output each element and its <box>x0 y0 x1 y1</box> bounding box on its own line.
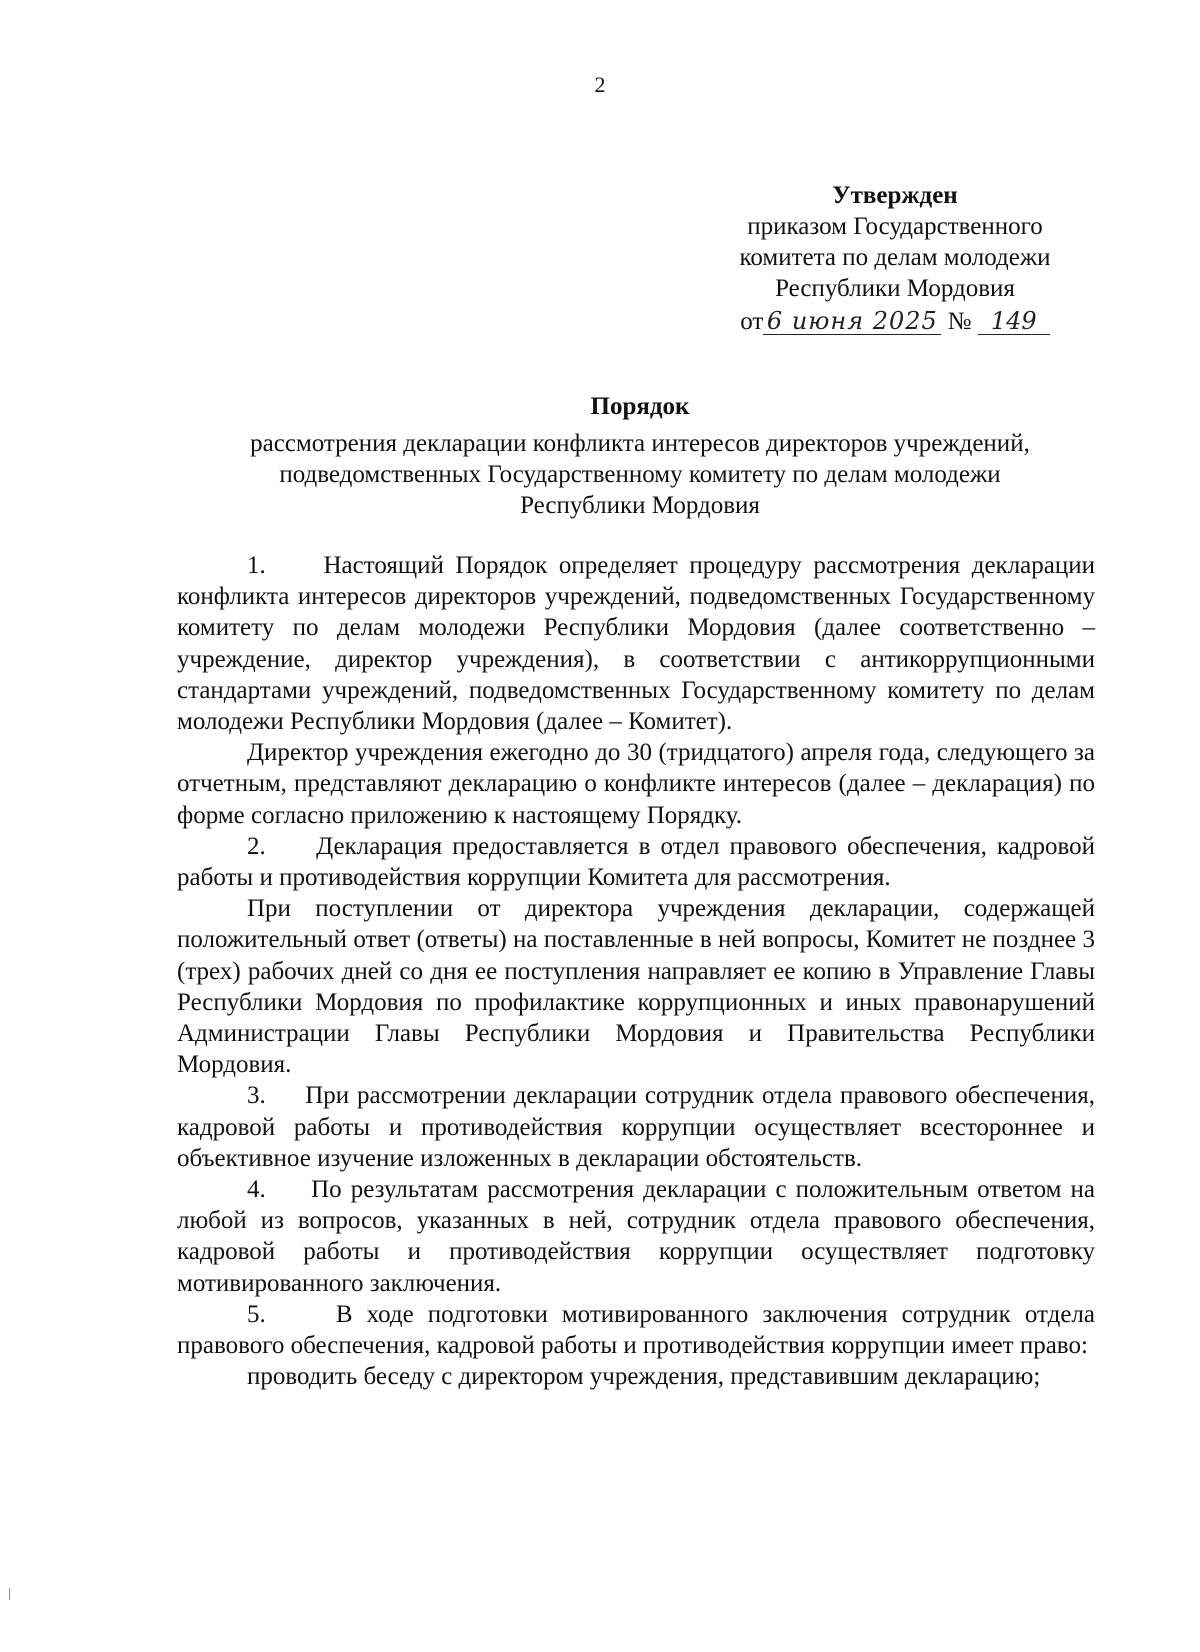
document-subtitle-line: Республики Мордовия <box>520 492 760 519</box>
paragraph-1-continued: Директор учреждения ежегодно до 30 (тридцатого) апреля года, следующего за отчетным, представляют декларацию о конфликте интересов (далее – декларация) по форме согласно приложению к настоящему Порядку. <box>177 739 1095 829</box>
scan-edge-mark <box>9 1588 10 1600</box>
paragraph-5-item: проводить беседу с директором учреждения, представившим декларацию; <box>247 1363 1041 1391</box>
paragraph-5: 5. В ходе подготовки мотивированного заключения сотрудник отдела правового обеспечения, кадровой работы и противодействия коррупции имеет право: <box>177 1300 1095 1360</box>
paragraph-3: 3. При рассмотрении декларации сотрудник отдела правового обеспечения, кадровой работы и противодействия коррупции осуществляет всестороннее и объективное изучение изложенных в декларации обстоятельств. <box>177 1082 1095 1172</box>
approval-line: Республики Мордовия <box>775 275 1015 302</box>
paragraph-1: 1. Настоящий Порядок определяет процедуру рассмотрения декларации конфликта интересов директоров учреждений, подведомственных Государственному комитету по делам молодежи Республики Мордовия (далее соответственно – учреждение, директор учреждения), в соответствии с антикоррупционными стандартами учреждений, подведомственных Государственному комитету по делам молодежи Республики Мордовия (далее – Комитет). <box>177 552 1095 736</box>
document-subtitle-line: подведомственных Государственному комитету по делам молодежи <box>279 461 1001 488</box>
document-subtitle-line: рассмотрения декларации конфликта интересов директоров учреждений, <box>250 430 1030 457</box>
handwritten-date: 6 июня 2025 <box>763 308 941 335</box>
paragraph-4: 4. По результатам рассмотрения декларации с положительным ответом на любой из вопросов, указанных в ней, сотрудник отдела правового обеспечения, кадровой работы и противодействия коррупции осуществляет подготовку мотивированного заключения. <box>177 1176 1095 1297</box>
paragraph-2: 2. Декларация предоставляется в отдел правового обеспечения, кадровой работы и противодействия коррупции Комитета для рассмотрения. <box>177 832 1095 892</box>
page-number: 2 <box>594 72 606 97</box>
document-body <box>177 550 1095 1392</box>
number-label: № <box>947 308 972 335</box>
document-title-block <box>190 391 1090 521</box>
approval-date-number-line <box>730 306 1060 337</box>
from-prefix: от <box>740 308 764 335</box>
handwritten-order-number: 149 <box>978 308 1050 335</box>
document-title: Порядок <box>590 393 690 420</box>
paragraph-2-continued: При поступлении от директора учреждения декларации, содержащей положительный ответ (ответы) на поставленные в ней вопросы, Комитет не позднее 3 (трех) рабочих дней со дня ее поступления направляет ее копию в Управление Главы Республики Мордовия по профилактике коррупционных и иных правонарушений Администрации Главы Республики Мордовия и Правительства Республики Мордовия. <box>177 895 1095 1079</box>
approval-heading: Утвержден <box>832 182 958 209</box>
approval-line: приказом Государственного <box>747 213 1043 240</box>
approval-line: комитета по делам молодежи <box>739 244 1051 271</box>
approval-stamp-block <box>730 180 1060 337</box>
